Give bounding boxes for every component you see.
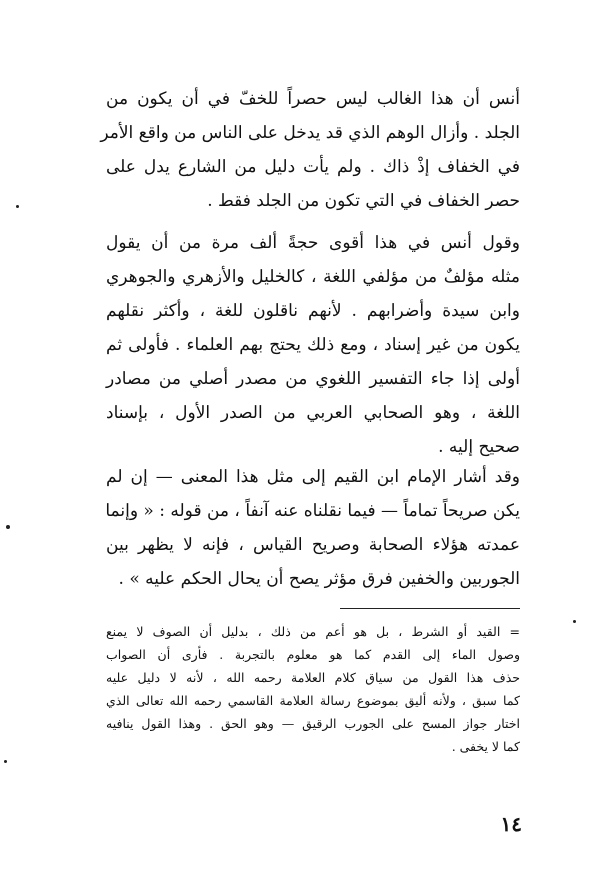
text-line: عمدته هؤلاء الصحابة وصريح القياس ، فإنه لا يظهر بين xyxy=(106,535,520,555)
footnote-line: اختار جواز المسح على الجورب الرقيق — وهو الحق . وهذا القول ينافيه xyxy=(106,716,520,731)
page-number: ١٤ xyxy=(500,812,522,836)
text-line: يكون من غير إسناد ، ومع ذلك يحتج بهم العلماء . فأولى ثم xyxy=(106,335,520,355)
footnote-line: كما لا يخفى . xyxy=(451,739,520,754)
paragraph-3 xyxy=(106,460,520,596)
paragraph-2 xyxy=(106,226,520,464)
footnote-separator xyxy=(340,608,520,609)
text-line: الجلد . وأزال الوهم الذي قد يدخل على الناس من واقع الأمر xyxy=(100,123,520,143)
text-line: مثله مؤلفٌ من مؤلفي اللغة ، كالخليل والأزهري والجوهري xyxy=(106,267,520,287)
paragraph-1 xyxy=(100,82,520,218)
text-line: يكن صريحاً تماماً — فيما نقلناه عنه آنفاً ، من قوله : « وإنما xyxy=(105,501,520,521)
footnote-line: حذف هذا القول من سياق كلام العلامة رحمه الله ، لأنه لا دليل عليه xyxy=(106,670,520,685)
text-line: في الخفاف إذْ ذاك . ولم يأت دليل من الشارع يدل على xyxy=(106,157,520,177)
footnote-line: وصول الماء إلى القدم كما هو معلوم بالتجربة . فأرى أن الصواب xyxy=(106,647,520,662)
scan-speck xyxy=(573,620,576,623)
text-line: وقد أشار الإمام ابن القيم إلى مثل هذا المعنى — إن لم xyxy=(106,467,520,487)
scan-speck xyxy=(16,205,19,208)
footnote-line: كما سبق ، ولأنه أليق بموضوع رسالة العلامة القاسمي رحمه الله تعالى الذي xyxy=(106,693,520,708)
scan-speck xyxy=(6,525,10,529)
text-line: الجوربين والخفين فرق مؤثر يصح أن يحال الحكم عليه » . xyxy=(118,569,520,589)
text-line: أنس أن هذا الغالب ليس حصراً للخفّ في أن يكون من xyxy=(106,89,520,109)
text-line: أولى إذا جاء التفسير اللغوي من مصدر أصلي من مصادر xyxy=(106,369,520,389)
footnote-line: = القيد أو الشرط ، بل هو أعم من ذلك ، بدليل أن الصوف لا يمنع xyxy=(106,624,520,639)
scan-speck xyxy=(4,760,7,763)
text-line: اللغة ، وهو الصحابي العربي من الصدر الأول ، بإسناد xyxy=(106,403,520,423)
text-line: صحيح إليه . xyxy=(438,437,520,457)
footnote-block xyxy=(106,620,520,758)
text-line: وابن سيدة وأضرابهم . لأنهم ناقلون للغة ، وأكثر نقلهم xyxy=(106,301,520,321)
text-line: حصر الخفاف في التي تكون من الجلد فقط . xyxy=(207,191,520,211)
text-line: وقول أنس في هذا أقوى حجةً ألف مرة من أن يقول xyxy=(106,233,520,253)
